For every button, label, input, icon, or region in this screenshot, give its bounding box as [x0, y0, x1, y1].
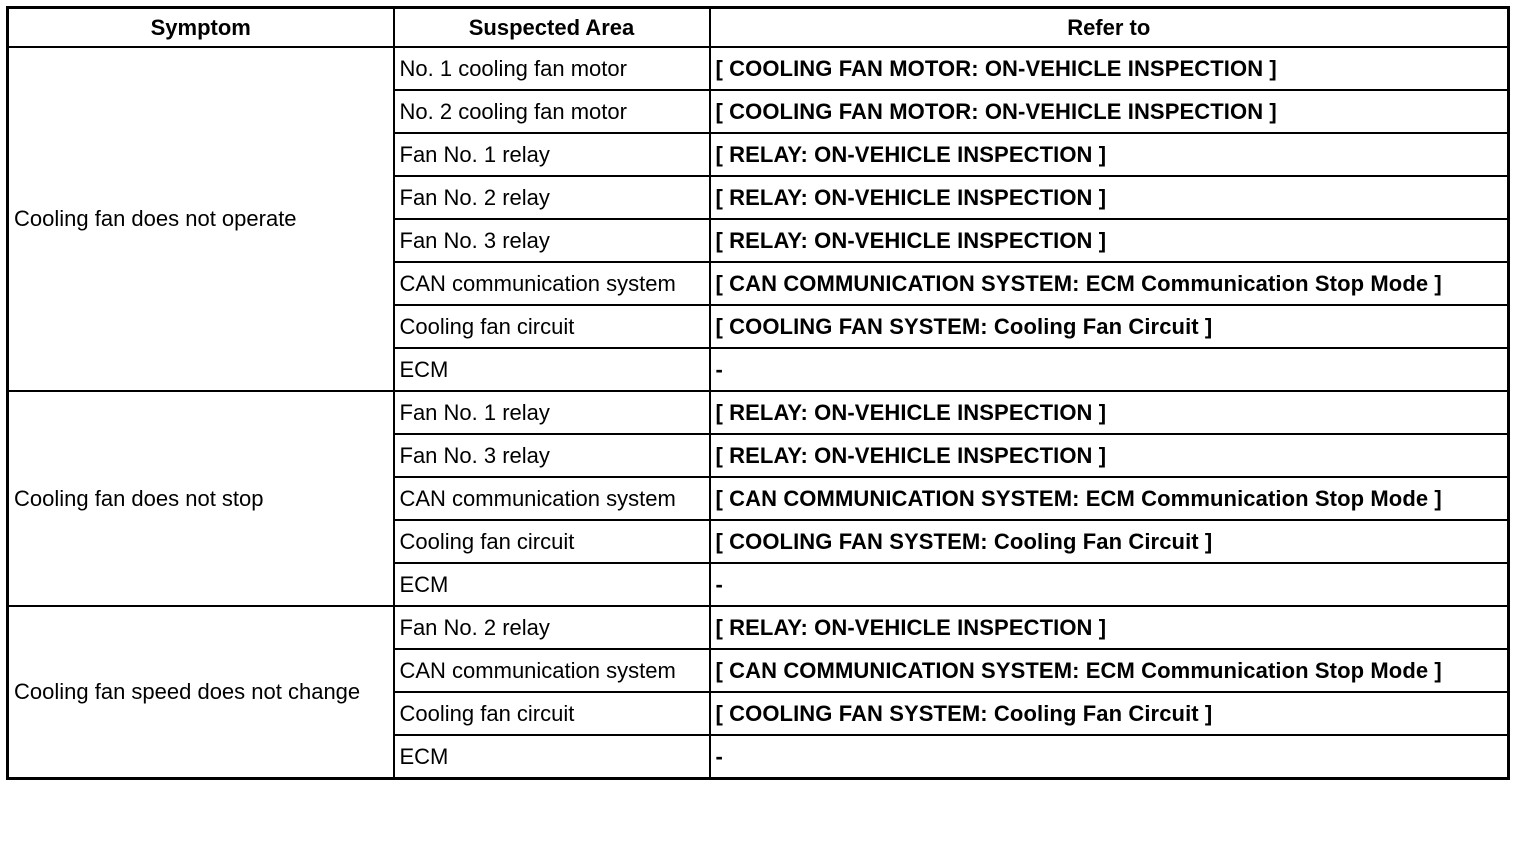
table-row	[8, 47, 1509, 90]
suspected-area-cell: Fan No. 2 relay	[394, 176, 710, 219]
header-refer-to: Refer to	[710, 8, 1509, 48]
suspected-area-cell: CAN communication system	[394, 477, 710, 520]
refer-to-link[interactable]: [ CAN COMMUNICATION SYSTEM: ECM Communication Stop Mode ]	[710, 262, 1509, 305]
refer-to-link[interactable]: [ RELAY: ON-VEHICLE INSPECTION ]	[710, 606, 1509, 649]
table-row	[8, 391, 1509, 434]
refer-to-link[interactable]: [ RELAY: ON-VEHICLE INSPECTION ]	[710, 434, 1509, 477]
suspected-area-cell: No. 1 cooling fan motor	[394, 47, 710, 90]
suspected-area-cell: ECM	[394, 563, 710, 606]
refer-to-link[interactable]: [ COOLING FAN SYSTEM: Cooling Fan Circuit ]	[710, 520, 1509, 563]
table-header	[8, 8, 1509, 48]
header-row	[8, 8, 1509, 48]
refer-to-link[interactable]: [ RELAY: ON-VEHICLE INSPECTION ]	[710, 219, 1509, 262]
refer-to-link[interactable]: [ CAN COMMUNICATION SYSTEM: ECM Communication Stop Mode ]	[710, 477, 1509, 520]
symptom-cell: Cooling fan does not operate	[8, 47, 394, 391]
refer-to-link[interactable]: [ COOLING FAN MOTOR: ON-VEHICLE INSPECTION ]	[710, 90, 1509, 133]
suspected-area-cell: No. 2 cooling fan motor	[394, 90, 710, 133]
refer-to-link[interactable]: [ RELAY: ON-VEHICLE INSPECTION ]	[710, 391, 1509, 434]
suspected-area-cell: Fan No. 1 relay	[394, 391, 710, 434]
suspected-area-cell: CAN communication system	[394, 649, 710, 692]
suspected-area-cell: Fan No. 3 relay	[394, 434, 710, 477]
suspected-area-cell: Fan No. 2 relay	[394, 606, 710, 649]
table-row	[8, 606, 1509, 649]
refer-to-link[interactable]: [ RELAY: ON-VEHICLE INSPECTION ]	[710, 133, 1509, 176]
symptom-cell: Cooling fan does not stop	[8, 391, 394, 606]
suspected-area-cell: CAN communication system	[394, 262, 710, 305]
header-suspected-area: Suspected Area	[394, 8, 710, 48]
symptom-cell: Cooling fan speed does not change	[8, 606, 394, 779]
symptom-table	[6, 6, 1510, 780]
suspected-area-cell: Fan No. 1 relay	[394, 133, 710, 176]
refer-to-link[interactable]: [ CAN COMMUNICATION SYSTEM: ECM Communication Stop Mode ]	[710, 649, 1509, 692]
table-body	[8, 47, 1509, 779]
header-symptom: Symptom	[8, 8, 394, 48]
refer-to-cell: -	[710, 563, 1509, 606]
refer-to-link[interactable]: [ COOLING FAN SYSTEM: Cooling Fan Circuit ]	[710, 692, 1509, 735]
refer-to-link[interactable]: [ COOLING FAN SYSTEM: Cooling Fan Circuit ]	[710, 305, 1509, 348]
refer-to-cell: -	[710, 735, 1509, 779]
refer-to-cell: -	[710, 348, 1509, 391]
refer-to-link[interactable]: [ RELAY: ON-VEHICLE INSPECTION ]	[710, 176, 1509, 219]
suspected-area-cell: Cooling fan circuit	[394, 520, 710, 563]
suspected-area-cell: Fan No. 3 relay	[394, 219, 710, 262]
suspected-area-cell: Cooling fan circuit	[394, 692, 710, 735]
suspected-area-cell: ECM	[394, 348, 710, 391]
suspected-area-cell: Cooling fan circuit	[394, 305, 710, 348]
suspected-area-cell: ECM	[394, 735, 710, 779]
refer-to-link[interactable]: [ COOLING FAN MOTOR: ON-VEHICLE INSPECTION ]	[710, 47, 1509, 90]
